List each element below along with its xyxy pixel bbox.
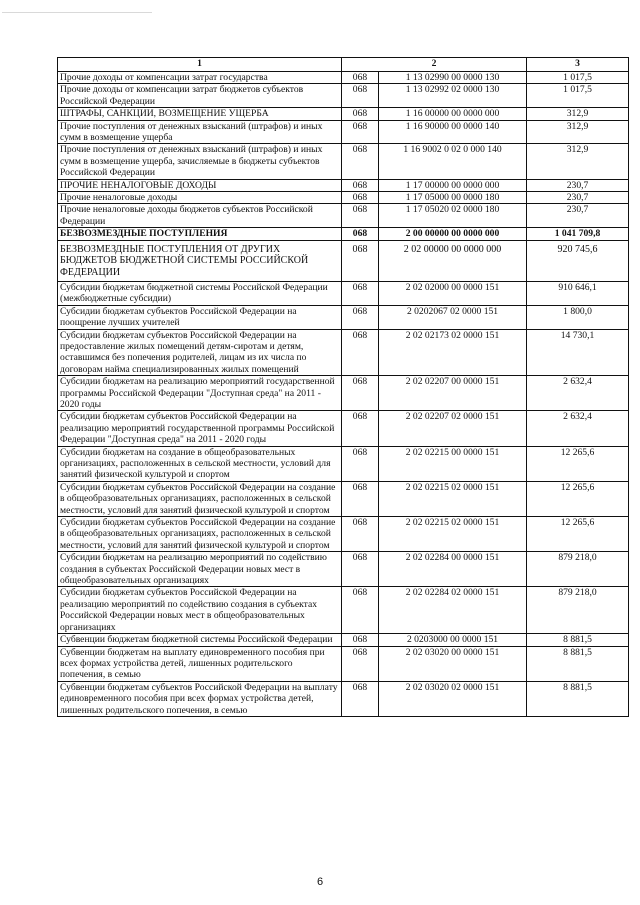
budget-revenue-table (57, 57, 629, 717)
row-name: Прочие поступления от денежных взысканий (штрафов) и иных сумм в возмещение ущерба, зачисляемые в бюджеты субъектов Российской Федерации (58, 144, 342, 179)
row-budget-code: 2 02 02284 00 0000 151 (379, 552, 527, 587)
row-budget-code: 2 02 02207 02 0000 151 (379, 411, 527, 446)
row-admin-code: 068 (342, 281, 379, 305)
row-admin-code: 068 (342, 305, 379, 329)
header-col-3: 3 (527, 58, 629, 72)
row-admin-code: 068 (342, 646, 379, 681)
row-name: ШТРАФЫ, САНКЦИИ, ВОЗМЕЩЕНИЕ УЩЕРБА (58, 108, 342, 120)
table-row (58, 646, 629, 681)
scan-corner-mark (2, 4, 152, 13)
row-amount: 14 730,1 (527, 329, 629, 376)
row-name: Прочие поступления от денежных взысканий (штрафов) и иных сумм в возмещение ущерба (58, 120, 342, 144)
row-amount: 2 632,4 (527, 411, 629, 446)
row-name: Прочие неналоговые доходы бюджетов субъектов Российской Федерации (58, 204, 342, 228)
row-budget-code: 2 00 00000 00 0000 000 (379, 228, 527, 240)
row-budget-code: 1 17 05000 00 0000 180 (379, 192, 527, 204)
row-amount: 312,9 (527, 120, 629, 144)
row-budget-code: 1 16 00000 00 0000 000 (379, 108, 527, 120)
row-budget-code: 1 17 05020 02 0000 180 (379, 204, 527, 228)
row-admin-code: 068 (342, 634, 379, 646)
table-row (58, 552, 629, 587)
row-name: Субсидии бюджетам на реализацию мероприятий государственной программы Российской Федерации "Доступная среда" на 2011 - 2020 годы (58, 376, 342, 411)
table-row (58, 305, 629, 329)
row-amount: 230,7 (527, 179, 629, 191)
row-budget-code: 2 02 03020 02 0000 151 (379, 681, 527, 716)
row-admin-code: 068 (342, 144, 379, 179)
row-amount: 230,7 (527, 192, 629, 204)
row-admin-code: 068 (342, 411, 379, 446)
row-admin-code: 068 (342, 517, 379, 552)
row-amount: 312,9 (527, 108, 629, 120)
row-budget-code: 1 16 9002 0 02 0 000 140 (379, 144, 527, 179)
table-row (58, 329, 629, 376)
row-amount: 1 017,5 (527, 84, 629, 108)
row-admin-code: 068 (342, 481, 379, 516)
row-name: Субвенции бюджетам бюджетной системы Российской Федерации (58, 634, 342, 646)
row-amount: 12 265,6 (527, 517, 629, 552)
table-row (58, 281, 629, 305)
row-amount: 1 800,0 (527, 305, 629, 329)
row-amount: 2 632,4 (527, 376, 629, 411)
row-name: Субсидии бюджетам субъектов Российской Федерации на создание в общеобразовательных организациях, расположенных в сельской местности, условий для занятий физической культурой и спортом (58, 481, 342, 516)
table-row (58, 446, 629, 481)
row-budget-code: 2 02 02215 02 0000 151 (379, 517, 527, 552)
row-name: Прочие доходы от компенсации затрат государства (58, 72, 342, 84)
table-row (58, 517, 629, 552)
row-budget-code: 1 13 02990 00 0000 130 (379, 72, 527, 84)
row-amount: 12 265,6 (527, 481, 629, 516)
header-col-1: 1 (58, 58, 342, 72)
row-admin-code: 068 (342, 587, 379, 634)
row-budget-code: 1 16 90000 00 0000 140 (379, 120, 527, 144)
table-row (58, 204, 629, 228)
row-budget-code: 2 02 02215 02 0000 151 (379, 481, 527, 516)
table-row (58, 84, 629, 108)
row-admin-code: 068 (342, 446, 379, 481)
row-name: Субсидии бюджетам субъектов Российской Федерации на реализацию мероприятий государственной программы Российской Федерации "Доступная среда" на 2011 - 2020 годы (58, 411, 342, 446)
row-amount: 230,7 (527, 204, 629, 228)
row-amount: 910 646,1 (527, 281, 629, 305)
row-name: Субсидии бюджетам субъектов Российской Федерации на поощрение лучших учителей (58, 305, 342, 329)
row-admin-code: 068 (342, 120, 379, 144)
row-budget-code: 2 02 02215 00 0000 151 (379, 446, 527, 481)
table-row (58, 411, 629, 446)
table-row (58, 192, 629, 204)
row-amount: 1 017,5 (527, 72, 629, 84)
row-amount: 879 218,0 (527, 552, 629, 587)
row-name: Субсидии бюджетам на создание в общеобразовательных организациях, расположенных в сельской местности, условий для занятий физической культурой и спортом (58, 446, 342, 481)
row-name: Субсидии бюджетам бюджетной системы Российской Федерации (межбюджетные субсидии) (58, 281, 342, 305)
row-budget-code: 2 0202067 02 0000 151 (379, 305, 527, 329)
table-row (58, 120, 629, 144)
row-budget-code: 1 17 00000 00 0000 000 (379, 179, 527, 191)
table-row (58, 179, 629, 191)
row-admin-code: 068 (342, 204, 379, 228)
row-name: Прочие неналоговые доходы (58, 192, 342, 204)
row-budget-code: 1 13 02992 02 0000 130 (379, 84, 527, 108)
table-row (58, 481, 629, 516)
table-row (58, 587, 629, 634)
table-row (58, 228, 629, 240)
table-row (58, 681, 629, 716)
row-admin-code: 068 (342, 329, 379, 376)
row-name: Субсидии бюджетам на реализацию мероприятий по содействию создания в субъектах Российской Федерации новых мест в общеобразовательных организациях (58, 552, 342, 587)
row-amount: 312,9 (527, 144, 629, 179)
table-header-row (58, 58, 629, 72)
row-budget-code: 2 02 00000 00 0000 000 (379, 240, 527, 281)
row-amount: 8 881,5 (527, 634, 629, 646)
row-amount: 920 745,6 (527, 240, 629, 281)
table-row (58, 72, 629, 84)
row-name: БЕЗВОЗМЕЗДНЫЕ ПОСТУПЛЕНИЯ (58, 228, 342, 240)
row-admin-code: 068 (342, 108, 379, 120)
row-budget-code: 2 0203000 00 0000 151 (379, 634, 527, 646)
row-name: БЕЗВОЗМЕЗДНЫЕ ПОСТУПЛЕНИЯ ОТ ДРУГИХ БЮДЖЕТОВ БЮДЖЕТНОЙ СИСТЕМЫ РОССИЙСКОЙ ФЕДЕРАЦИИ (58, 240, 342, 281)
row-amount: 879 218,0 (527, 587, 629, 634)
row-admin-code: 068 (342, 376, 379, 411)
row-admin-code: 068 (342, 228, 379, 240)
row-name: Субсидии бюджетам субъектов Российской Федерации на предоставление жилых помещений детям-сиротам и детям, оставшимся без попечения родителей, лицам из их числа по договорам найма специализированных жилых помещений (58, 329, 342, 376)
row-name: Прочие доходы от компенсации затрат бюджетов субъектов Российской Федерации (58, 84, 342, 108)
row-amount: 8 881,5 (527, 646, 629, 681)
table-body (58, 72, 629, 717)
row-admin-code: 068 (342, 72, 379, 84)
row-budget-code: 2 02 02207 00 0000 151 (379, 376, 527, 411)
table-row (58, 144, 629, 179)
row-name: Субвенции бюджетам на выплату единовременного пособия при всех формах устройства детей, лишенных родительского попечения, в семью (58, 646, 342, 681)
table-row (58, 108, 629, 120)
row-amount: 12 265,6 (527, 446, 629, 481)
row-budget-code: 2 02 02000 00 0000 151 (379, 281, 527, 305)
row-admin-code: 068 (342, 179, 379, 191)
table-row (58, 376, 629, 411)
header-col-2: 2 (342, 58, 527, 72)
table-row (58, 634, 629, 646)
row-amount: 1 041 709,8 (527, 228, 629, 240)
row-admin-code: 068 (342, 681, 379, 716)
row-budget-code: 2 02 02173 02 0000 151 (379, 329, 527, 376)
row-name: Субсидии бюджетам субъектов Российской Федерации на реализацию мероприятий по содействию создания в субъектах Российской Федерации новых мест в общеобразовательных организациях (58, 587, 342, 634)
row-name: Субвенции бюджетам субъектов Российской Федерации на выплату единовременного пособия при всех формах устройства детей, лишенных родительского попечения, в семью (58, 681, 342, 716)
row-admin-code: 068 (342, 240, 379, 281)
row-budget-code: 2 02 02284 02 0000 151 (379, 587, 527, 634)
row-admin-code: 068 (342, 84, 379, 108)
table-row (58, 240, 629, 281)
row-name: Субсидии бюджетам субъектов Российской Федерации на создание в общеобразовательных организациях, расположенных в сельской местности, условий для занятий физической культурой и спортом (58, 517, 342, 552)
row-name: ПРОЧИЕ НЕНАЛОГОВЫЕ ДОХОДЫ (58, 179, 342, 191)
row-budget-code: 2 02 03020 00 0000 151 (379, 646, 527, 681)
row-amount: 8 881,5 (527, 681, 629, 716)
row-admin-code: 068 (342, 552, 379, 587)
page-number: 6 (316, 876, 324, 888)
row-admin-code: 068 (342, 192, 379, 204)
